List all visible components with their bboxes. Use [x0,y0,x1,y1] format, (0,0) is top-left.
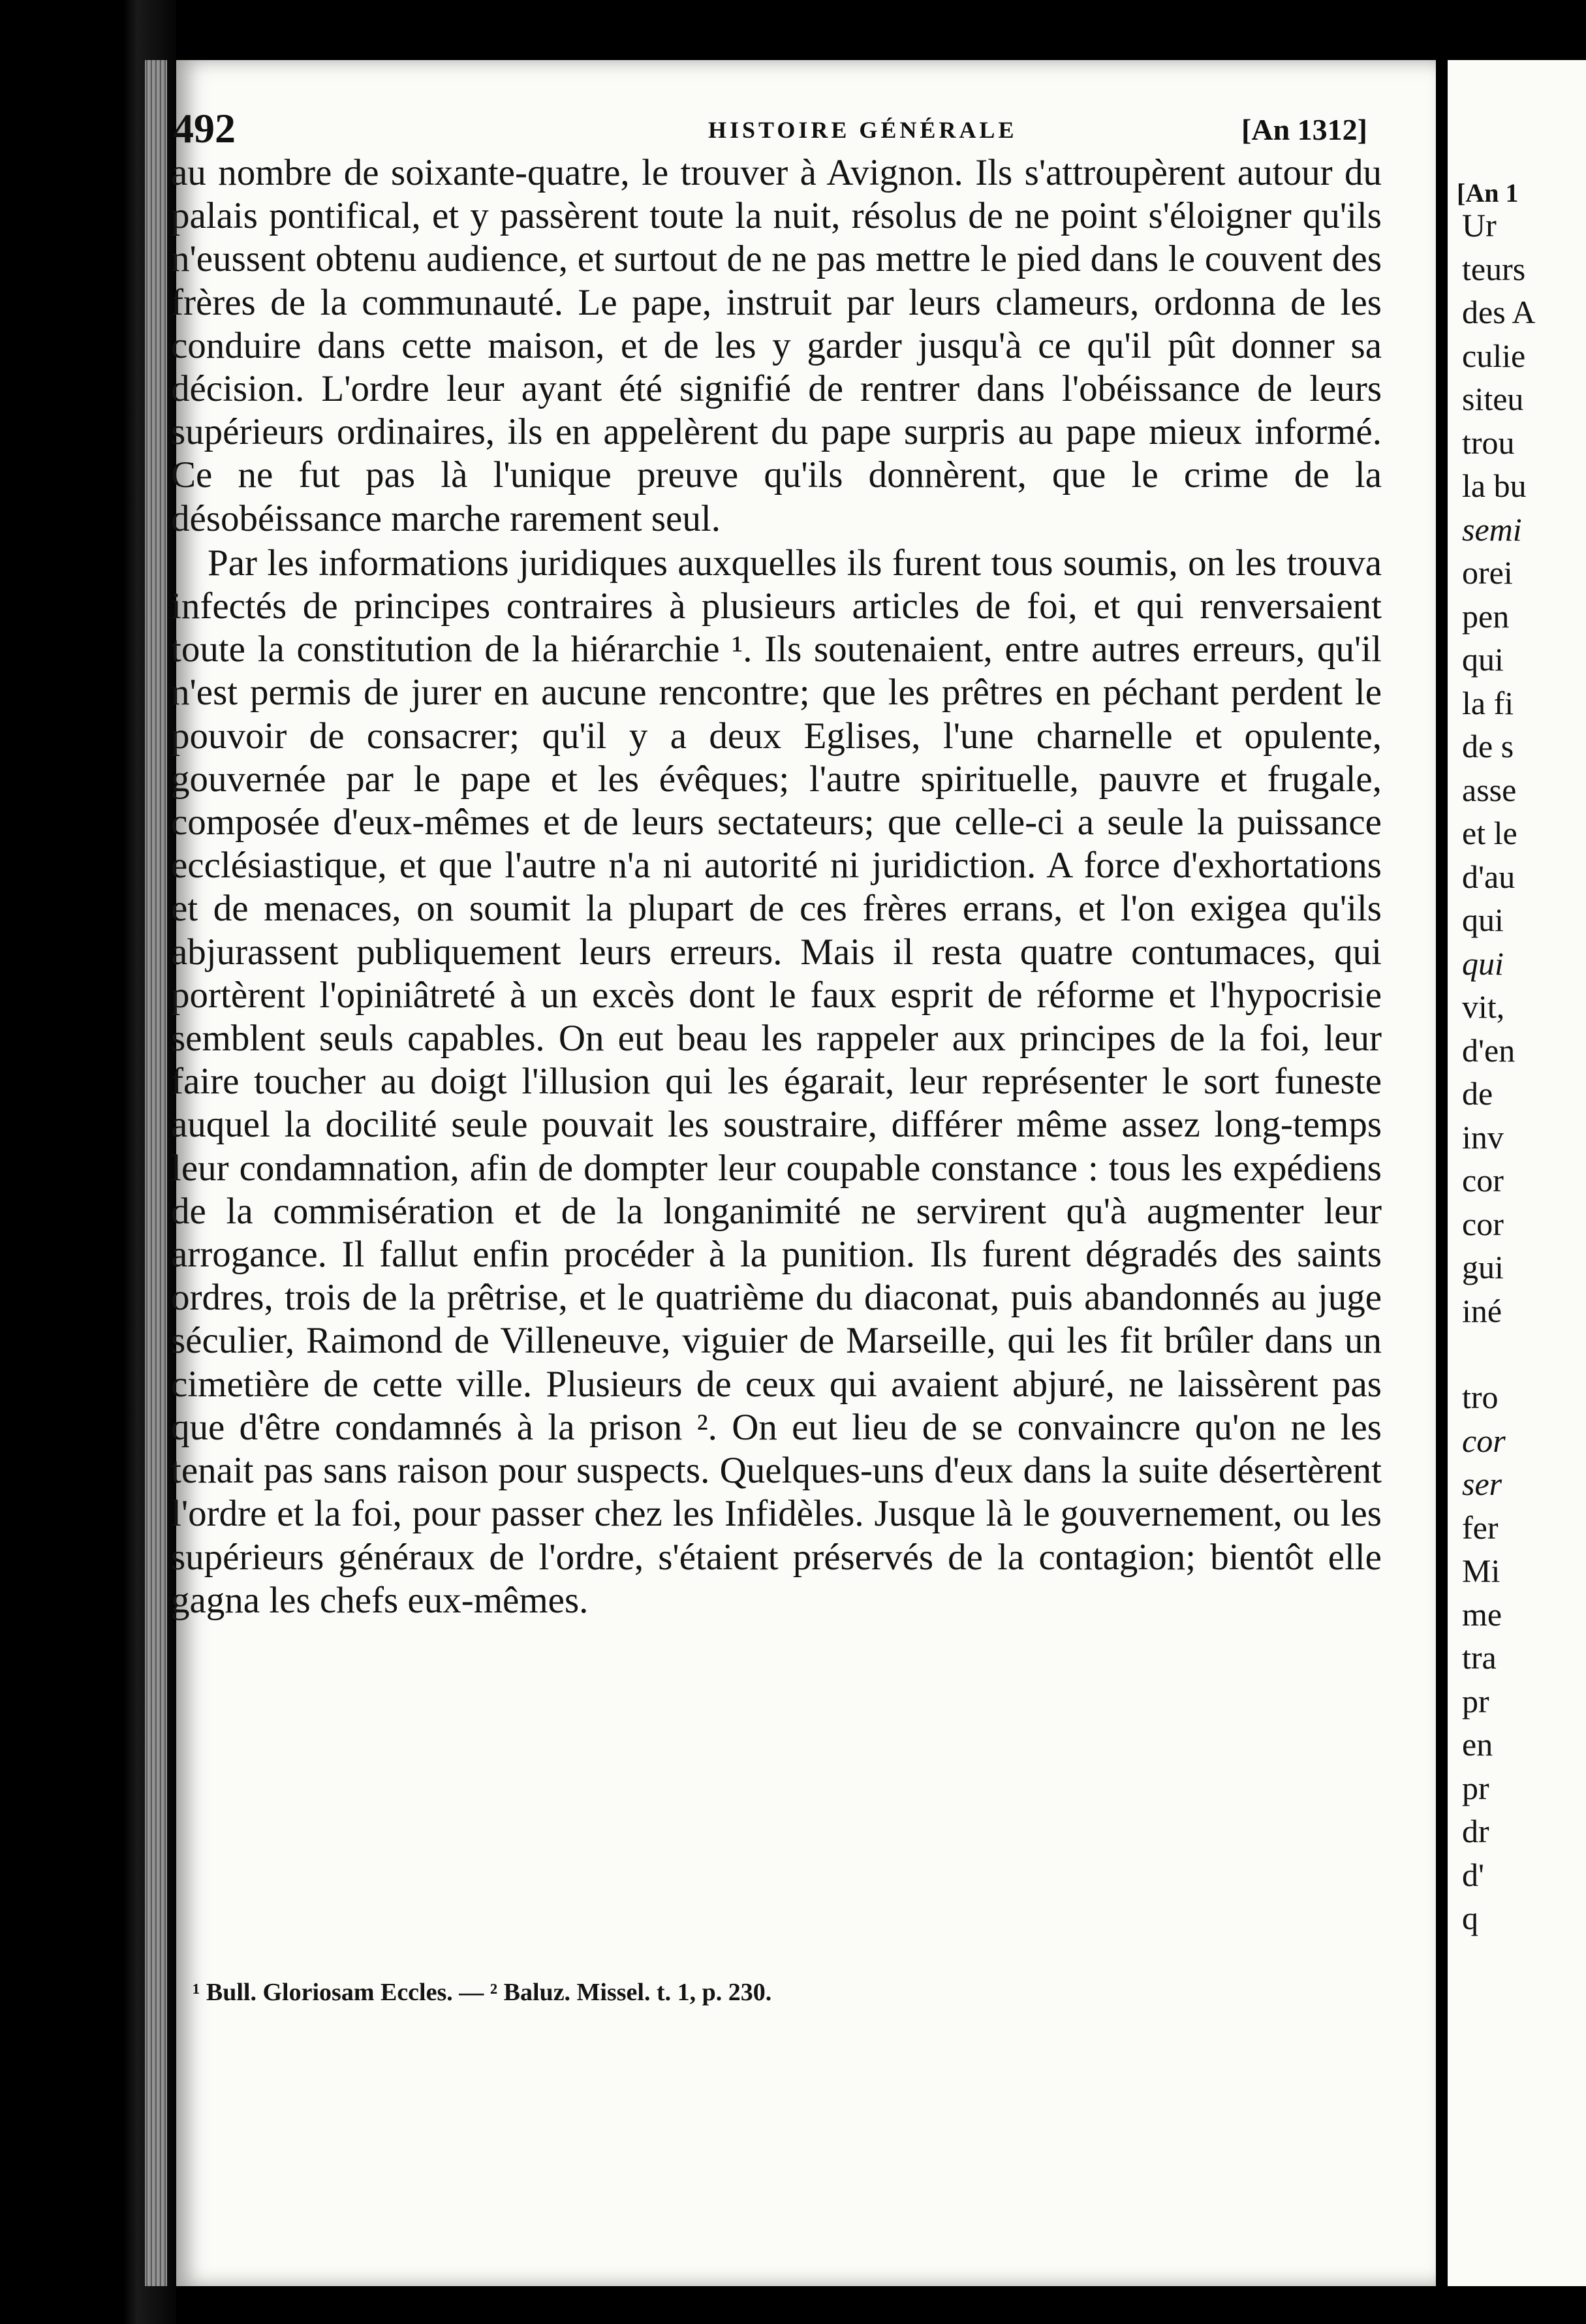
right-line: la bu [1462,467,1527,504]
right-line: d'en [1462,1031,1516,1069]
right-line: dr [1462,1813,1489,1849]
right-line: et le [1462,815,1517,851]
paragraph-2: Par les informations juridiques auxquelles ils furent tous soumis, on les trouva infectés de principes contraires à plusieurs articles de foi, et qui renversaient toute la constitution de la hiérarchie ¹. Ils soutenaient, entre autres erreurs, qu'il n'est permis de jurer en aucune rencontre; que les prêtres en péchant perdent le pouvoir de consacrer; qu'il y a deux Eglises, l'une charnelle et opulente, gouvernée par le pape et les évêques; l'autre spirituelle, pauvre et frugale, composée d'eux-mêmes et de leurs sectateurs; que celle-ci a seule la puissance ecclésiastique, et que l'autre n'a ni autorité ni juridiction. A force d'exhortations et de menaces, on soumit la plupart de ces frères errans, et l'on exigea qu'ils abjurassent publiquement leurs erreurs. Mais il resta quatre contumaces, qui portèrent l'opiniâtreté à un excès dont le faux esprit de réforme et l'hypocrisie semblent seuls capables. On eut beau les rappeler aux principes de la foi, leur faire toucher au doigt l'illusion qui les égarait, leur représenter le sort funeste auquel la docilité seule pouvait les soustraire, différer même assez long-temps leur condamnation, afin de dompter leur coupable constance : tous les expédiens de la commisération et de la longanimité ne servirent qu'à augmenter leur arrogance. Il fallut enfin procéder à la punition. Ils furent dégradés des saints ordres, trois de la prêtrise, et le quatrième du diaconat, puis abandonnés au juge séculier, Raimond de Villeneuve, viguier de Marseille, qui les fit brûler dans un cimetière de cette ville. Plusieurs de ceux qui avaient abjuré, ne laissèrent pas que d'être condamnés à la prison ². On eut lieu de se convaincre qu'on ne les tenait pas sans raison pour suspects. Quelques-uns d'eux dans la suite désertèrent l'ordre et la foi, pour passer chez les Infidèles. Jusque là le gouvernement, ou les supérieurs généraux de l'ordre, s'étaient préservés de la contagion; bientôt elle gagna les chefs eux-mêmes. [171,542,1382,1621]
right-line: asse [1462,771,1517,808]
right-line: tra [1462,1639,1497,1676]
right-line: d'au [1462,858,1516,895]
right-line: q [1462,1900,1478,1936]
running-title: HISTOIRE GÉNÉRALE [708,117,1018,143]
right-line: en [1462,1726,1493,1763]
right-line: tro [1462,1379,1499,1415]
right-line: pr [1462,1769,1489,1806]
right-line: vit, [1462,988,1505,1025]
right-line: de s [1462,728,1514,764]
right-line: gui [1462,1249,1504,1285]
right-line: siteu [1462,381,1524,417]
right-page-text [1462,151,1586,1940]
right-line: cor [1462,1205,1504,1242]
right-line: trou [1462,424,1515,461]
body-text [171,151,1382,1622]
page-number: 492 [173,105,236,151]
right-line: orei [1462,554,1513,591]
right-line: la fi [1462,684,1514,721]
right-line: iné [1462,1292,1502,1329]
right-line: Ur [1462,207,1497,243]
right-line: fer [1462,1509,1499,1546]
running-year: [An 1312] [1241,113,1367,146]
right-line: des A [1462,294,1536,330]
right-line: pen [1462,597,1510,635]
right-line: de [1462,1075,1493,1112]
right-line: culie [1462,337,1526,374]
right-line: ser [1462,1466,1502,1502]
right-page-running-head: [An 1 [1457,178,1519,208]
page-edge [145,60,167,2286]
paragraph-1: au nombre de soixante-quatre, le trouver à Avignon. Ils s'attroupèrent autour du palais pontifical, et y passèrent toute la nuit, résolus de ne point s'éloigner qu'ils n'eussent obtenu audience, et surtout de ne pas mettre le pied dans le couvent des frères de la communauté. Le pape, instruit par leurs clameurs, ordonna de les conduire dans cette maison, et de les y garder jusqu'à ce qu'il pût donner sa décision. L'ordre leur ayant été signifié de rentrer dans l'obéissance de leurs supérieurs ordinaires, ils en appelèrent du pape surpris au pape mieux informé. Ce ne fut pas là l'unique preuve qu'ils donnèrent, que le crime de la désobéissance marche rarement seul. [171,152,1382,539]
right-line: qui [1462,902,1504,938]
right-line: teurs [1462,250,1526,287]
footnotes: ¹ Bull. Gloriosam Eccles. — ² Baluz. Missel. t. 1, p. 230. [193,1979,772,2006]
right-line: qui [1462,945,1504,982]
right-line: qui [1462,641,1504,678]
right-line: d' [1462,1856,1485,1893]
right-line: pr [1462,1682,1489,1719]
right-line: cor [1462,1422,1506,1459]
right-line: inv [1462,1118,1504,1155]
right-line: me [1462,1595,1502,1633]
right-line: Mi [1462,1552,1500,1589]
right-line: semi [1462,510,1522,548]
right-line: cor [1462,1162,1504,1199]
running-head [173,104,1367,150]
